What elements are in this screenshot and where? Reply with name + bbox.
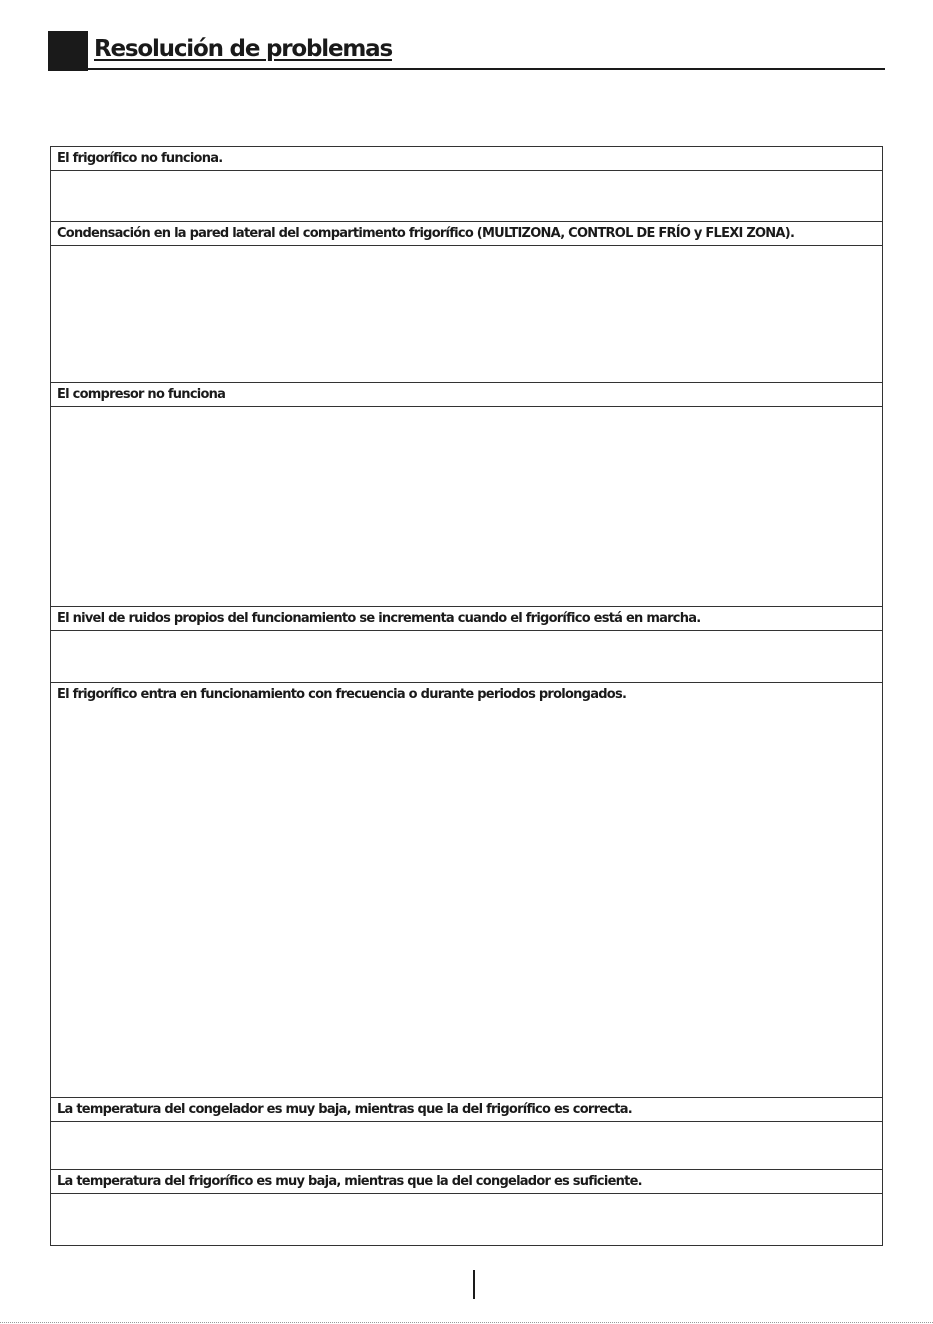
section-heading-compresor: El compresor no funciona xyxy=(51,382,882,407)
page-title: Resolución de problemas xyxy=(94,36,392,62)
section-heading-congelador-baja: La temperatura del congelador es muy baja, mientras que la del frigorífico es correcta. xyxy=(51,1097,882,1122)
section-heading-condensacion: Condensación en la pared lateral del compartimento frigorífico (MULTIZONA, CONTROL DE FRÍO y FLEXI ZONA). xyxy=(51,221,882,246)
section-heading-ruidos: El nivel de ruidos propios del funcionamiento se incrementa cuando el frigorífico está en marcha. xyxy=(51,606,882,631)
header-black-block xyxy=(48,31,88,71)
section-heading-frecuencia: El frigorífico entra en funcionamiento con frecuencia o durante periodos prolongados. xyxy=(51,682,882,707)
troubleshooting-table xyxy=(50,146,883,1246)
section-heading-frigorifico-baja: La temperatura del frigorífico es muy baja, mientras que la del congelador es suficiente. xyxy=(51,1169,882,1194)
page-bottom-dotted-line xyxy=(0,1322,933,1323)
page-number-marker xyxy=(473,1270,475,1299)
section-heading-no-funciona: El frigorífico no funciona. xyxy=(51,147,882,171)
header-rule xyxy=(88,68,885,70)
